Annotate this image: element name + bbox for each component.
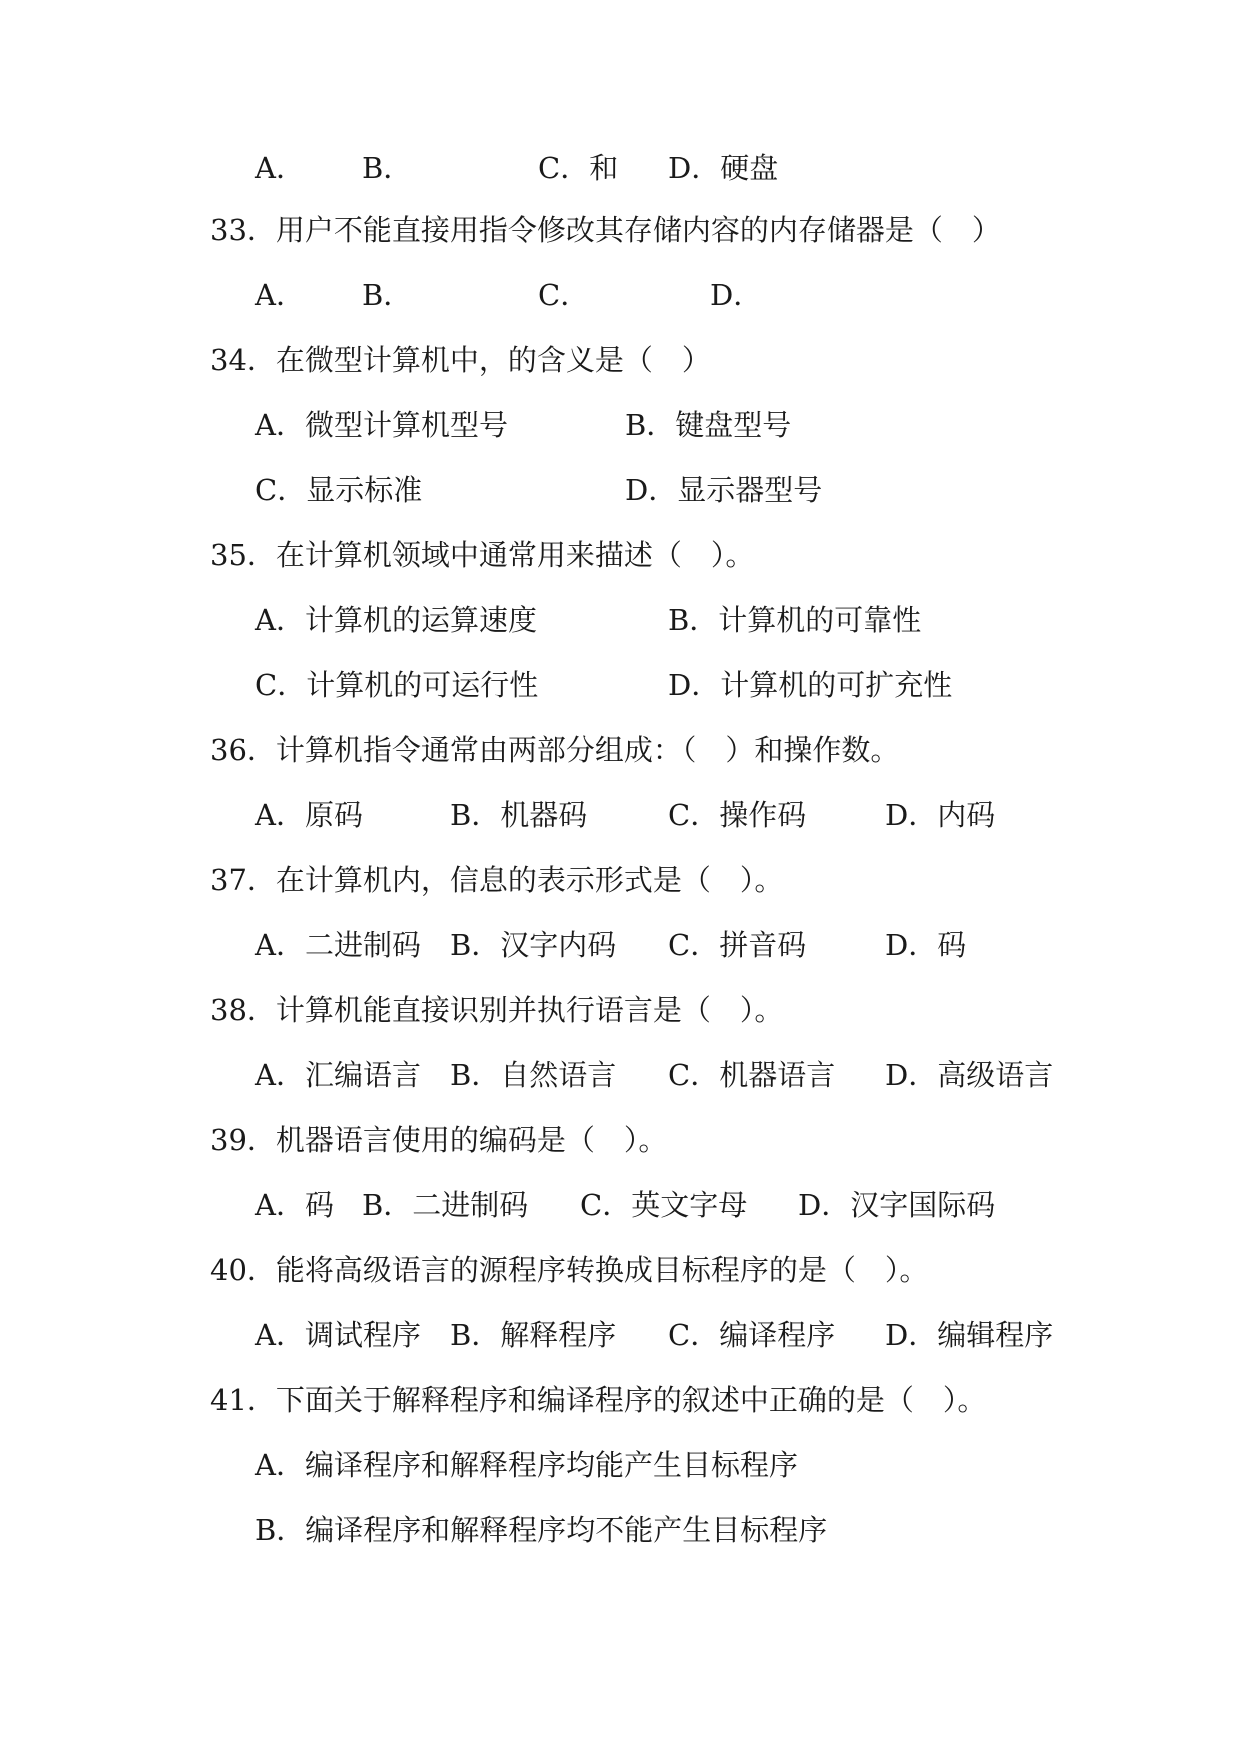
option-d: D．编辑程序 — [885, 1318, 1054, 1352]
option-a: A．调试程序 — [255, 1318, 421, 1352]
question-33-stem: 33．用户不能直接用指令修改其存储内容的内存储器是（ ） — [210, 213, 1001, 247]
option-d: D．汉字国际码 — [798, 1188, 996, 1222]
option-d: D．码 — [885, 928, 967, 962]
option-a: A．原码 — [255, 798, 363, 832]
option-c: C．显示标准 — [255, 473, 423, 507]
option-b: B．解释程序 — [450, 1318, 617, 1352]
option-c: C．机器语言 — [668, 1058, 836, 1092]
option-b: B． — [362, 151, 413, 185]
option-d: D． — [710, 278, 763, 312]
option-b: B．机器码 — [450, 798, 588, 832]
option-b: B．汉字内码 — [450, 928, 617, 962]
option-a: A． — [255, 278, 305, 312]
option-c: C．操作码 — [668, 798, 807, 832]
option-c: C．英文字母 — [580, 1188, 748, 1222]
option-d: D．高级语言 — [885, 1058, 1054, 1092]
option-b: B．自然语言 — [450, 1058, 617, 1092]
option-c: C．和 — [538, 151, 619, 185]
option-c: C．计算机的可运行性 — [255, 668, 539, 702]
option-d: D．计算机的可扩充性 — [668, 668, 953, 702]
option-a: A．微型计算机型号 — [255, 408, 508, 442]
option-c: C．拼音码 — [668, 928, 807, 962]
option-a: A．计算机的运算速度 — [255, 603, 537, 637]
question-36-stem: 36．计算机指令通常由两部分组成：（ ）和操作数。 — [210, 733, 900, 767]
option-b: B．二进制码 — [362, 1188, 529, 1222]
option-d: D．硬盘 — [668, 151, 779, 185]
option-a: A．二进制码 — [255, 928, 421, 962]
option-b: B．计算机的可靠性 — [668, 603, 922, 637]
question-41-stem: 41．下面关于解释程序和编译程序的叙述中正确的是（ ）。 — [210, 1383, 987, 1417]
question-41-option-b: B．编译程序和解释程序均不能产生目标程序 — [255, 1513, 828, 1547]
option-b: B．键盘型号 — [625, 408, 792, 442]
question-39-stem: 39．机器语言使用的编码是（ ）。 — [210, 1123, 668, 1157]
question-37-stem: 37．在计算机内，信息的表示形式是（ ）。 — [210, 863, 784, 897]
option-d: D．内码 — [885, 798, 996, 832]
option-c: C． — [538, 278, 590, 312]
option-b: B． — [362, 278, 413, 312]
question-41-option-a: A．编译程序和解释程序均能产生目标程序 — [255, 1448, 798, 1482]
question-34-stem: 34．在微型计算机中，的含义是（ ） — [210, 343, 711, 377]
option-c: C．编译程序 — [668, 1318, 836, 1352]
option-d: D．显示器型号 — [625, 473, 823, 507]
option-a: A．汇编语言 — [255, 1058, 421, 1092]
option-a: A． — [255, 151, 305, 185]
question-40-stem: 40．能将高级语言的源程序转换成目标程序的是（ ）。 — [210, 1253, 929, 1287]
question-38-stem: 38．计算机能直接识别并执行语言是（ ）。 — [210, 993, 784, 1027]
option-a: A．码 — [255, 1188, 334, 1222]
question-35-stem: 35．在计算机领域中通常用来描述（ ）。 — [210, 538, 755, 572]
